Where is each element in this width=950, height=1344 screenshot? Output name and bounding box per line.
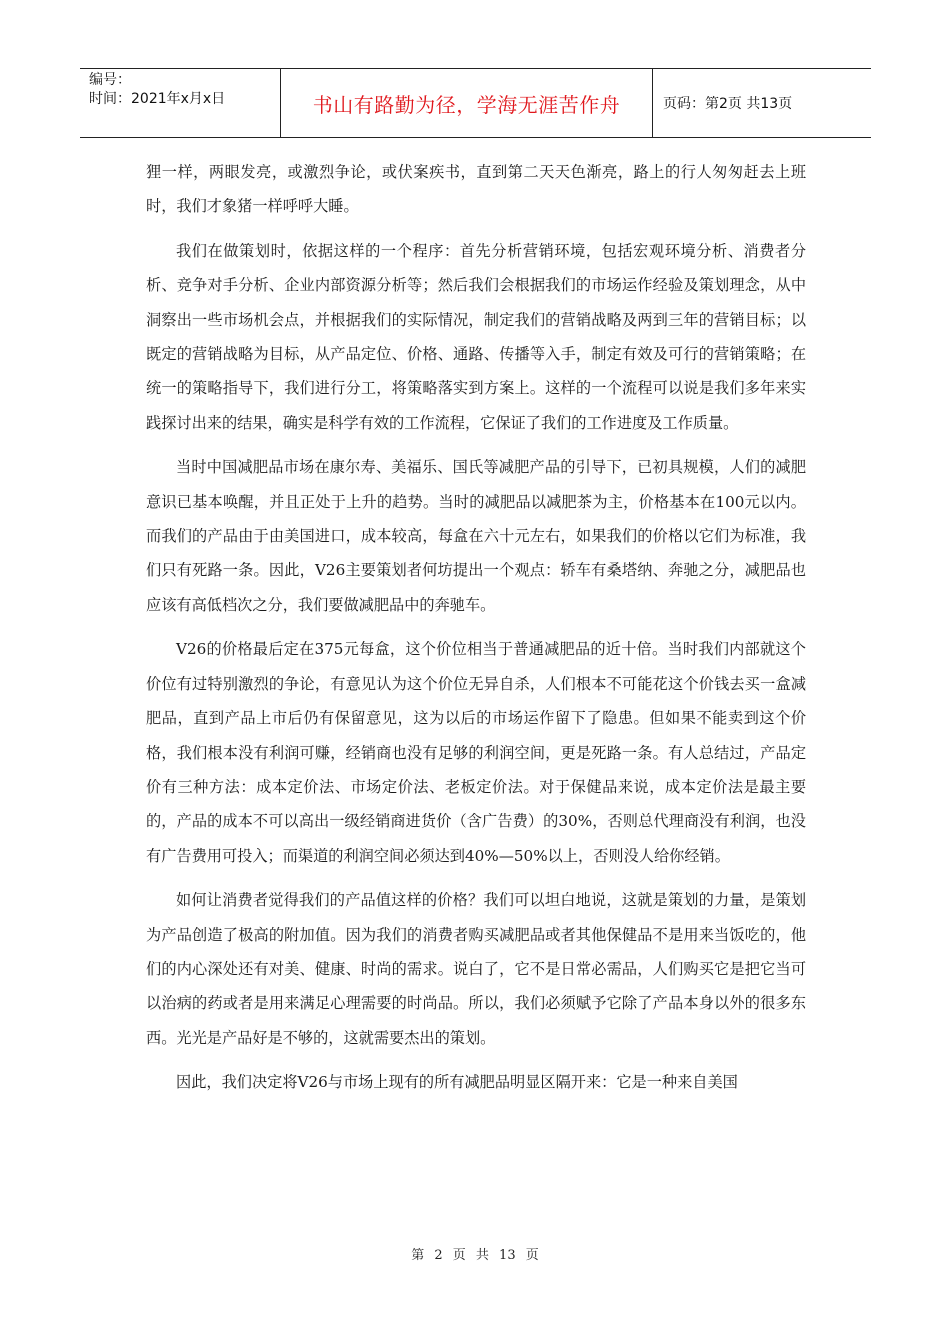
motto-text: 书山有路勤为径，学海无涯苦作舟 (312, 92, 621, 117)
paragraph: 当时中国减肥品市场在康尔寿、美福乐、国氏等减肥产品的引导下，已初具规模，人们的减肥意识已基本唤醒，并且正处于上升的趋势。当时的减肥品以减肥茶为主，价格基本在100元以内。而我们的产品由于由美国进口，成本较高，每盒在六十元左右，如果我们的价格以它们为标准，我们只有死路一条。因此，V26主要策划者何坊提出一个观点：轿车有桑塔纳、奔驰之分，减肥品也应该有高低档次之分，我们要做减肥品中的奔驰车。 (146, 458, 806, 614)
paragraph-continued: 狸一样，两眼发亮，或激烈争论，或伏案疾书，直到第二天天色渐亮，路上的行人匆匆赶去上班时，我们才象猪一样呼呼大睡。 (146, 163, 806, 216)
header-meta-cell (80, 69, 281, 137)
page-info-text: 页码：第2页 共13页 (663, 96, 793, 112)
header-table (80, 68, 871, 138)
motto-cell (281, 69, 653, 137)
paragraph: V26的价格最后定在375元每盒，这个价位相当于普通减肥品的近十倍。当时我们内部就这个价位有过特别激烈的争论，有意见认为这个价位无异自杀，人们根本不可能花这个价钱去买一盒减肥品，直到产品上市后仍有保留意见，这为以后的市场运作留下了隐患。但如果不能卖到这个价格，我们根本没有利润可赚，经销商也没有足够的利润空间，更是死路一条。有人总结过，产品定价有三种方法：成本定价法、市场定价法、老板定价法。对于保健品来说，成本定价法是最主要的，产品的成本不可以高出一级经销商进货价（含广告费）的30%，否则总代理商没有利润，也没有广告费用可投入；而渠道的利润空间必须达到40%—50%以上，否则没人给你经销。 (146, 640, 806, 865)
number-label: 编号： (89, 72, 131, 88)
page-footer (0, 1244, 950, 1263)
time-label: 时间：2021年x月x日 (89, 91, 226, 107)
page-info-cell (653, 69, 871, 137)
paragraph: 因此，我们决定将V26与市场上现有的所有减肥品明显区隔开来：它是一种来自美国 (176, 1073, 738, 1092)
footer-page-number: 第 2 页 共 13 页 (411, 1248, 539, 1263)
paragraph: 如何让消费者觉得我们的产品值这样的价格？我们可以坦白地说，这就是策划的力量，是策划为产品创造了极高的附加值。因为我们的消费者购买减肥品或者其他保健品不是用来当饭吃的，他们的内心深处还有对美、健康、时尚的需求。说白了，它不是日常必需品，人们购买它是把它当可以治病的药或者是用来满足心理需要的时尚品。所以，我们必须赋予它除了产品本身以外的很多东西。光光是产品好是不够的，这就需要杰出的策划。 (146, 891, 806, 1047)
paragraph: 我们在做策划时，依据这样的一个程序：首先分析营销环境，包括宏观环境分析、消费者分析、竞争对手分析、企业内部资源分析等；然后我们会根据我们的市场运作经验及策划理念，从中洞察出一些市场机会点，并根据我们的实际情况，制定我们的营销战略及两到三年的营销目标；以既定的营销战略为目标，从产品定位、价格、通路、传播等入手，制定有效及可行的营销策略；在统一的策略指导下，我们进行分工，将策略落实到方案上。这样的一个流程可以说是我们多年来实践探讨出来的结果，确实是科学有效的工作流程，它保证了我们的工作进度及工作质量。 (146, 241, 806, 432)
document-body (146, 155, 806, 1110)
